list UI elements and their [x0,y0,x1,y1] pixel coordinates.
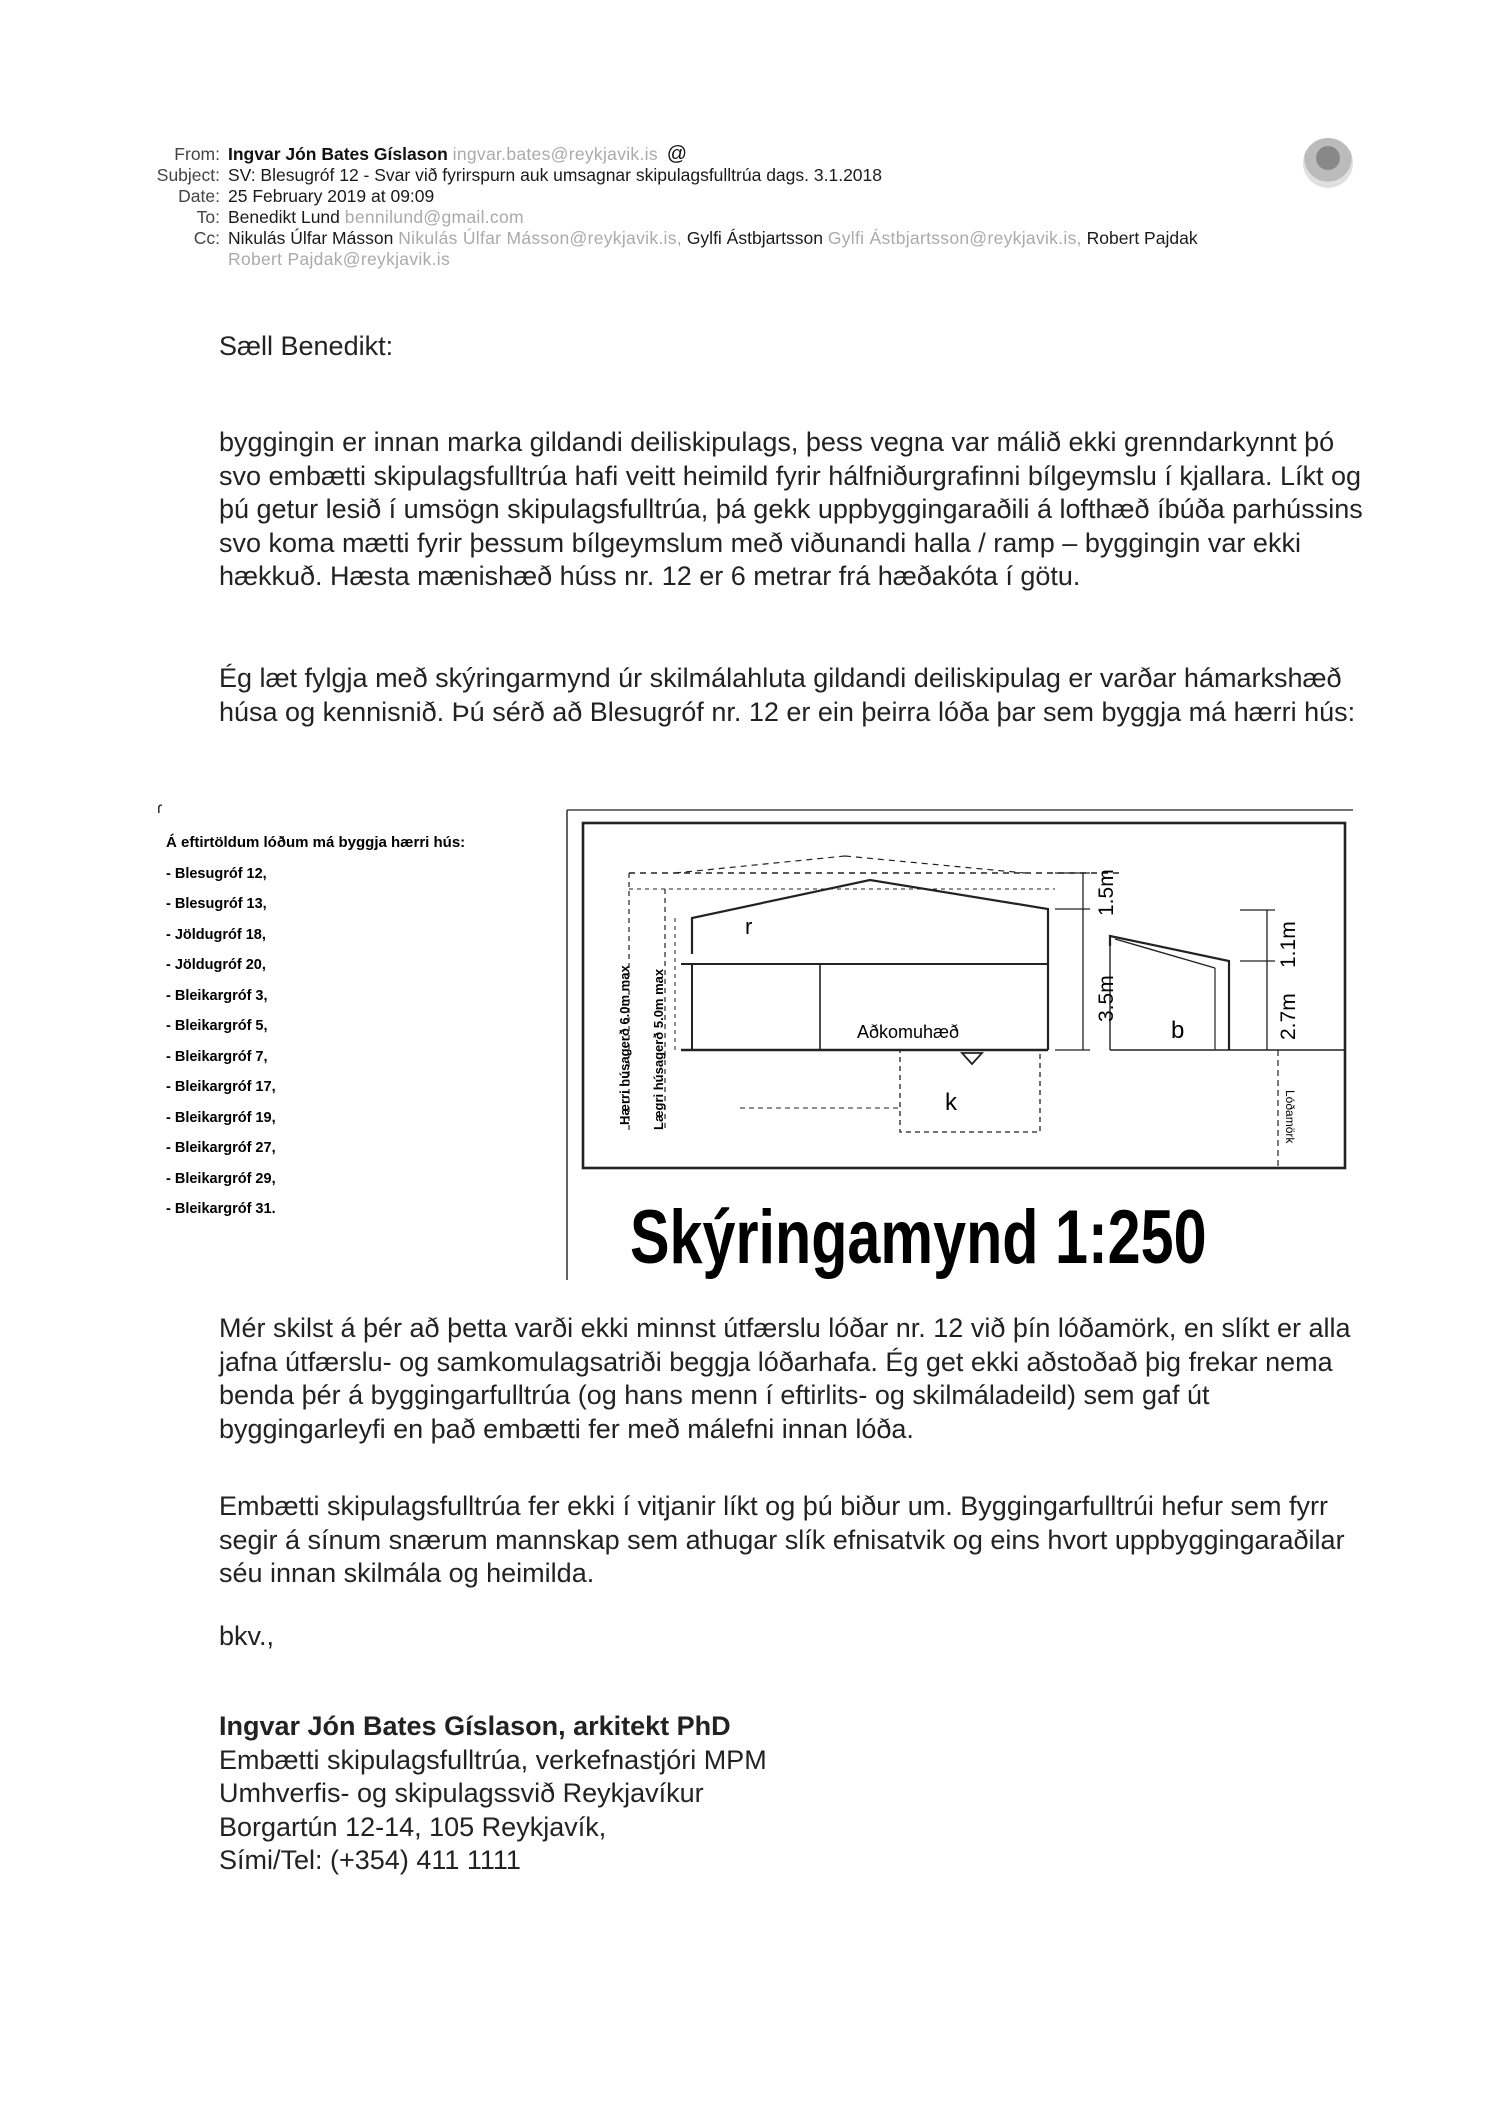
signature-line: Borgartún 12-14, 105 Reykjavík, [219,1811,607,1842]
lot-item: - Bleikargróf 7, [166,1048,268,1065]
signature-line: Umhverfis- og skipulagssvið Reykjavíkur [219,1778,704,1808]
stray-mark: ɾ [157,800,163,817]
to-row [100,207,1380,228]
cc3-name[interactable]: Robert Pajdak [1086,228,1198,248]
signature-line: Sími/Tel: (+354) 411 1111 [219,1845,521,1875]
signature-name: Ingvar Jón Bates Gíslason, arkitekt PhD [219,1711,731,1741]
cc2-name[interactable]: Gylfi Ástbjartsson [686,228,823,248]
paragraph-2: Ég læt fylgja með skýringarmynd úr skilmálahluta gildandi deiliskipulag er varðar hámarkshæð húsa og kennisnið. Þú sérð að Blesugróf nr. 12 er ein þeirra lóða þar sem byggja má hærri hús: [219,663,1356,727]
from-row [100,144,1380,165]
date-row [100,186,1380,207]
higher-house-type-label: Hærri húsagerð 6.0m max [617,965,632,1125]
dim-1-1m: 1.1m [1277,921,1300,968]
paragraph-1: byggingin er innan marka gildandi deiliskipulags, þess vegna var málið ekki grenndarkynnt þó svo embætti skipulagsfulltrúa hafi veitt heimild fyrir hálfniðurgrafinni bílgeymslu í kjallara. Líkt og þú getur lesið í umsögn skipulagsfulltrúa, þá gekk uppbyggingaraðili á lofthæð íbúða parhússins svo koma mætti fyrir þessum bílgeymslum með viðunandi halla / ramp – byggingin var ekki hækkuð. Hæsta mænishæð húss nr. 12 er 6 metrar frá hæðakóta í götu. [219,427,1363,591]
cc3-email[interactable]: Robert Pajdak@reykjavik.is [228,249,451,269]
lot-item: - Bleikargróf 3, [166,987,268,1004]
lot-item: - Bleikargróf 31. [166,1201,276,1217]
dim-1-5m: 1.5m [1095,869,1118,916]
dim-3-5m: 3.5m [1095,975,1118,1022]
cc1-name[interactable]: Nikulás Úlfar Másson [228,228,394,248]
figure-title: Skýringamynd 1:250 [630,1195,1207,1280]
to-name[interactable]: Benedikt Lund [228,207,340,227]
building-label-b: b [1171,1017,1185,1044]
lot-item: - Jöldugróf 20, [166,957,266,973]
closing: bkv., [219,1621,275,1651]
email-header [100,144,1380,270]
from-email[interactable]: ingvar.bates@reykjavik.is [452,144,658,164]
dim-2-7m: 2.7m [1277,993,1300,1040]
subject-label: Subject: [156,165,220,185]
lower-house-type-label: Lægri húsagerð 5.0m max [651,968,666,1130]
roof-label-r: r [745,914,753,939]
paperclip-icon[interactable]: @ [666,143,688,165]
greeting: Sæll Benedikt: [219,331,394,361]
lot-boundary-label: Lóðamörk [1283,1090,1297,1144]
subject-row [100,165,1380,186]
access-level-label: Aðkomuhæð [857,1022,960,1042]
lot-item: - Blesugróf 13, [166,896,267,912]
explanatory-figure [155,800,1355,1280]
paragraph-3: Mér skilst á þér að þetta varði ekki minnst útfærslu lóðar nr. 12 við þín lóðamörk, en slíkt er alla jafna útfærslu- og samkomulagsatriði beggja lóðarhafa. Ég get ekki aðstoðað þig frekar nema benda þér á byggingarfulltrúa (og hans menn í eftirlits- og skilmáladeild) sem gaf út byggingarleyfi en það embætti fer með málefni innan lóða. [219,1313,1351,1444]
lot-item: - Bleikargróf 5, [166,1018,268,1034]
lot-item: - Bleikargróf 17, [166,1079,276,1095]
from-name[interactable]: Ingvar Jón Bates Gíslason [228,144,448,164]
date-label: Date: [178,186,220,206]
signature-block [219,1710,767,1878]
to-email[interactable]: bennilund@gmail.com [344,207,524,227]
signature-line: Embætti skipulagsfulltrúa, verkefnastjóri MPM [219,1744,767,1775]
lot-item: - Bleikargróf 27, [166,1140,276,1156]
cc-label: Cc: [193,228,220,248]
paragraph-4: Embætti skipulagsfulltrúa fer ekki í vitjanir líkt og þú biður um. Byggingarfulltrúi hefur sem fyrr segir á sínum snærum mannskap sem athugar slík efnisatvik og eins hvort uppbyggingaraðilar séu innan skilmála og heimilda. [219,1491,1345,1588]
subject-text: SV: Blesugróf 12 - Svar við fyrirspurn auk umsagnar skipulagsfulltrúa dags. 3.1.2018 [228,165,882,185]
garage-label-k: k [945,1089,957,1116]
date-text: 25 February 2019 at 09:09 [228,186,435,206]
lot-item: - Blesugróf 12, [166,865,267,882]
lot-item: - Jöldugróf 18, [166,926,266,943]
cc1-email[interactable]: Nikulás Úlfar Másson@reykjavik.is, [398,228,682,248]
cc2-email[interactable]: Gylfi Ástbjartsson@reykjavik.is, [827,228,1082,248]
avatar[interactable] [1303,138,1353,188]
lot-list-title: Á eftirtöldum lóðum má byggja hærri hús: [166,834,466,851]
cc-row [100,228,1380,270]
from-label: From: [174,144,220,164]
to-label: To: [196,207,220,227]
lot-item: - Bleikargróf 29, [166,1170,276,1187]
lot-item: - Bleikargróf 19, [166,1109,276,1126]
